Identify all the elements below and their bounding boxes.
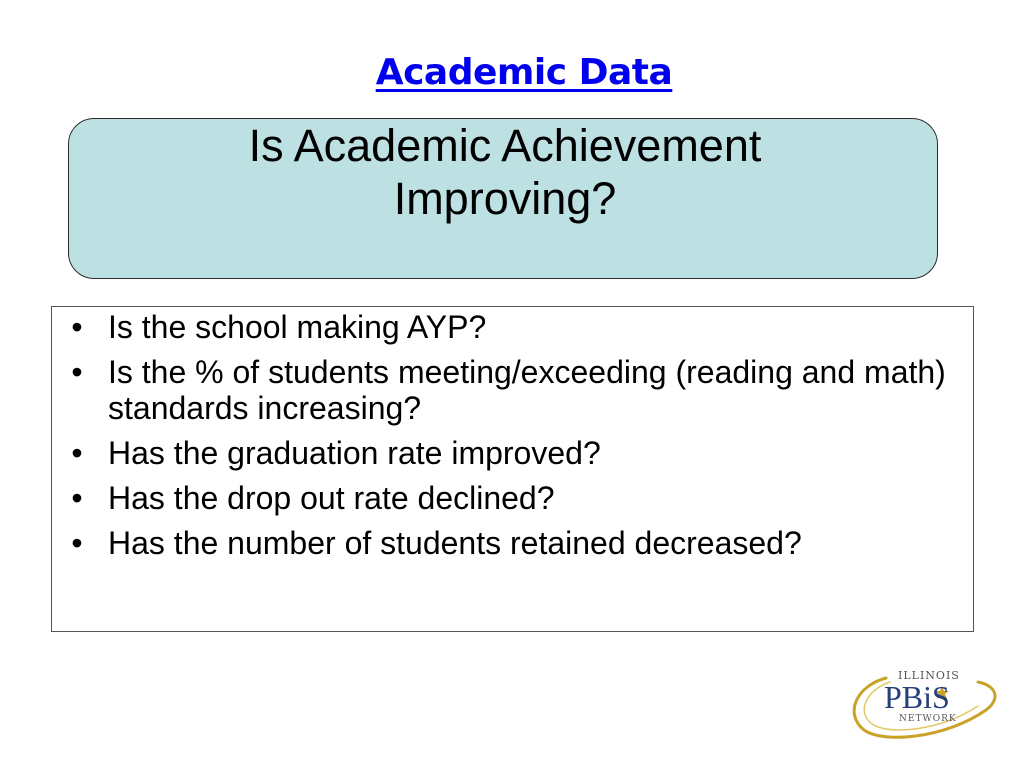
academic-data-link[interactable]: Academic Data xyxy=(375,52,673,93)
logo-top-text: ILLINOIS xyxy=(898,669,960,682)
logo-bottom-text: NETWORK xyxy=(899,714,957,724)
bullet-content-box xyxy=(51,306,974,632)
bullet-text: Is the % of students meeting/exceeding (reading and math) standards increasing? xyxy=(108,354,946,426)
bullet-item xyxy=(58,354,963,426)
bullet-marker: • xyxy=(71,354,83,390)
slide-title-line-1: Is Academic Achievement xyxy=(248,120,762,171)
bullet-marker: • xyxy=(71,435,83,471)
slide-title-line-2: Improving? xyxy=(393,173,617,224)
bullet-item xyxy=(58,525,963,561)
illinois-pbis-network-logo xyxy=(846,664,998,744)
bullet-marker: • xyxy=(71,525,83,561)
bullet-list xyxy=(58,309,963,570)
bullet-item xyxy=(58,435,963,471)
slide-title xyxy=(69,119,939,225)
bullet-text: Has the number of students retained decreased? xyxy=(108,525,802,561)
bullet-marker: • xyxy=(71,480,83,516)
bullet-text: Has the drop out rate declined? xyxy=(108,480,555,516)
bullet-marker: • xyxy=(71,309,83,345)
bullet-item xyxy=(58,480,963,516)
bullet-text: Is the school making AYP? xyxy=(108,309,487,345)
bullet-item xyxy=(58,309,963,345)
bullet-text: Has the graduation rate improved? xyxy=(108,435,601,471)
logo-main-text: PBiS xyxy=(884,679,950,715)
title-box xyxy=(68,118,938,279)
